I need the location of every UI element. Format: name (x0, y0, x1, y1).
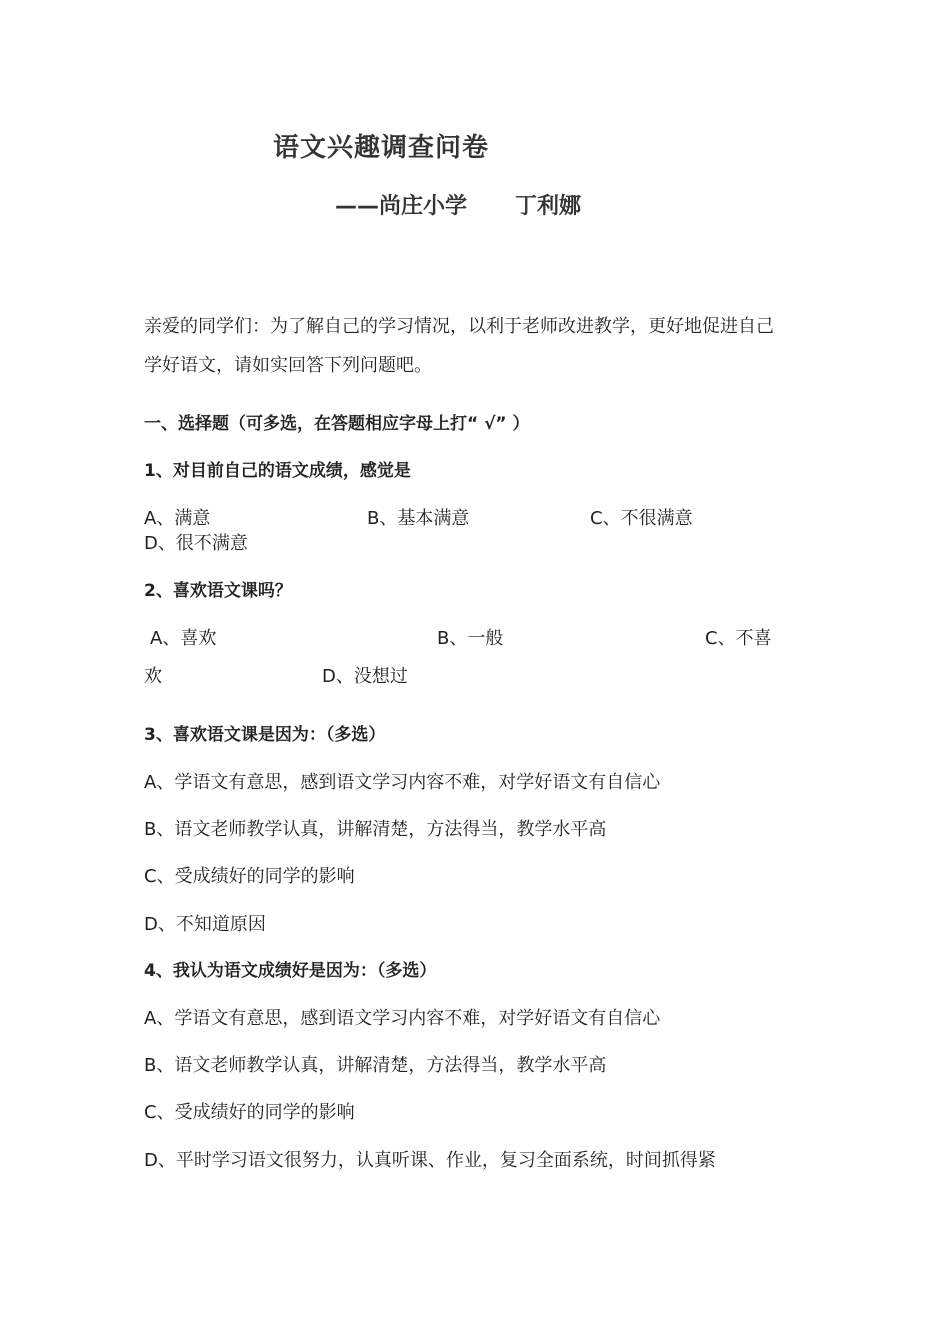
q4-title: 4、我认为语文成绩好是因为：（多选） (144, 961, 437, 981)
q4-option-d[interactable]: D、平时学习语文很努力，认真听课、作业，复习全面系统，时间抓得紧 (144, 1150, 716, 1171)
q3-title: 3、喜欢语文课是因为：（多选） (144, 725, 386, 745)
intro-line-2: 学好语文，请如实回答下列问题吧。 (144, 355, 432, 376)
q2-option-d[interactable]: D、没想过 (322, 666, 408, 687)
subtitle-school: ——尚庄小学 (335, 194, 468, 219)
q1-option-b[interactable]: B、基本满意 (367, 508, 470, 529)
q1-option-c[interactable]: C、不很满意 (590, 508, 693, 529)
subtitle-author: 丁利娜 (515, 194, 582, 219)
q4-option-a[interactable]: A、学语文有意思，感到语文学习内容不难，对学好语文有自信心 (144, 1008, 661, 1029)
q1-option-d[interactable]: D、很不满意 (144, 533, 248, 554)
q3-option-b[interactable]: B、语文老师教学认真，讲解清楚，方法得当，教学水平高 (144, 819, 607, 840)
q2-option-b[interactable]: B、一般 (437, 628, 504, 649)
q2-option-c-cont: 欢 (144, 666, 162, 687)
intro-line-1: 亲爱的同学们：为了解自己的学习情况，以利于老师改进教学，更好地促进自己 (144, 316, 774, 337)
q4-option-c[interactable]: C、受成绩好的同学的影响 (144, 1102, 355, 1123)
q1-option-a[interactable]: A、满意 (144, 508, 211, 529)
q2-option-a[interactable]: A、喜欢 (150, 628, 217, 649)
q2-title: 2、喜欢语文课吗？ (144, 581, 292, 601)
q3-option-d[interactable]: D、不知道原因 (144, 914, 266, 935)
q1-title: 1、对目前自己的语文成绩，感觉是 (144, 461, 411, 481)
page-subtitle (335, 196, 581, 218)
page-title: 语文兴趣调查问卷 (273, 133, 490, 163)
q2-option-c[interactable]: C、不喜 (705, 628, 772, 649)
q3-option-a[interactable]: A、学语文有意思，感到语文学习内容不难，对学好语文有自信心 (144, 772, 661, 793)
q4-option-b[interactable]: B、语文老师教学认真，讲解清楚，方法得当，教学水平高 (144, 1055, 607, 1076)
section-heading: 一、选择题（可多选，在答题相应字母上打“ √” ） (144, 414, 530, 434)
q3-option-c[interactable]: C、受成绩好的同学的影响 (144, 866, 355, 887)
